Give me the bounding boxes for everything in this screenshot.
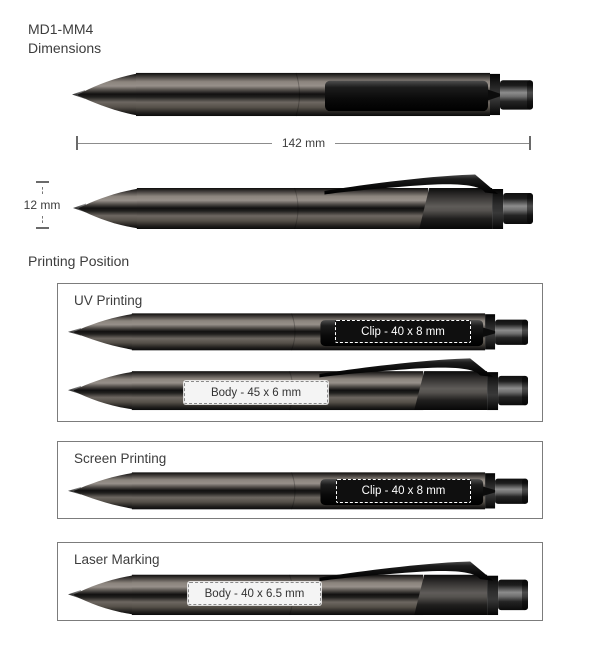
clip-print-area-label: Clip - 40 x 8 mm: [336, 479, 471, 503]
model-name: MD1-MM4: [28, 21, 94, 37]
dimension-line: [78, 143, 272, 144]
dimensions-subtitle: Dimensions: [28, 40, 102, 56]
body-print-area-label: Body - 40 x 6.5 mm: [188, 582, 321, 605]
pen-graphic: [73, 172, 535, 230]
dimension-end-tick: [36, 181, 49, 183]
pen-graphic: [72, 69, 535, 118]
page-title: [28, 20, 101, 58]
laser-marking-title: Laser Marking: [74, 552, 160, 567]
laser-marking-panel: [57, 542, 543, 621]
uv-printing-panel: [57, 283, 543, 422]
length-dimension-label: 142 mm: [281, 136, 326, 150]
clip-print-area-label: Clip - 40 x 8 mm: [335, 320, 471, 343]
screen-printing-title: Screen Printing: [74, 451, 167, 466]
length-dimension: [76, 136, 531, 150]
dimension-line: [42, 187, 43, 194]
pen-side-view-illustration: [73, 172, 535, 230]
dimension-line: [42, 216, 43, 223]
pen-top-view-illustration: [72, 69, 535, 118]
dimension-end-tick: [36, 227, 49, 229]
screen-printing-panel: [57, 441, 543, 519]
diameter-dimension: [18, 181, 66, 229]
dimension-end-tick: [529, 136, 531, 150]
diameter-dimension-label: 12 mm: [23, 198, 61, 212]
body-print-area-label: Body - 45 x 6 mm: [184, 381, 328, 404]
printing-position-heading: Printing Position: [28, 253, 130, 269]
dimension-line: [335, 143, 529, 144]
uv-printing-title: UV Printing: [74, 293, 143, 308]
